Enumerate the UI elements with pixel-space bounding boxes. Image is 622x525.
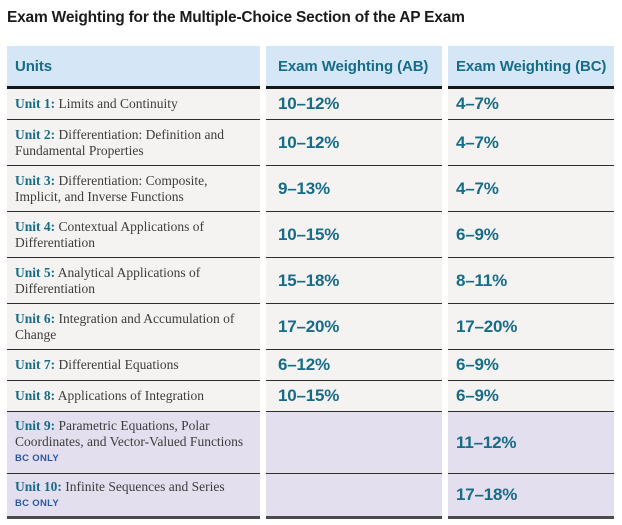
ab-weighting-cell: 10–12%	[266, 89, 442, 120]
bc-weighting-cell: 6–9%	[448, 381, 614, 412]
unit-cell	[7, 350, 260, 381]
unit-cell	[7, 89, 260, 120]
bc-only-badge: BC ONLY	[15, 453, 59, 465]
bc-weighting-cell: 4–7%	[448, 120, 614, 166]
unit-title: Infinite Sequences and Series	[65, 478, 225, 494]
unit-title: Differential Equations	[58, 357, 179, 373]
unit-number: Unit 7:	[15, 357, 56, 373]
unit-cell	[7, 120, 260, 166]
exam-weighting-table	[7, 46, 614, 519]
column-header-units: Units	[7, 46, 260, 89]
unit-number: Unit 5:	[15, 265, 56, 280]
unit-cell	[7, 381, 260, 412]
unit-cell	[7, 166, 260, 212]
column-header-bc-weighting: Exam Weighting (BC)	[448, 46, 614, 89]
ab-weighting-cell	[266, 474, 442, 519]
unit-title: Integration and Accumulation of Change	[15, 311, 235, 342]
ab-weighting-cell	[266, 412, 442, 474]
bc-weighting-cell: 11–12%	[448, 412, 614, 474]
unit-number: Unit 1:	[15, 96, 56, 112]
column-header-ab-weighting: Exam Weighting (AB)	[266, 46, 442, 89]
bc-weighting-cell: 17–20%	[448, 304, 614, 350]
unit-title: Contextual Applications of Differentiation	[15, 219, 204, 250]
unit-number: Unit 4:	[15, 219, 56, 234]
unit-title: Analytical Applications of Differentiation	[15, 265, 201, 296]
unit-number: Unit 6:	[15, 311, 56, 326]
ab-weighting-cell: 15–18%	[266, 258, 442, 304]
unit-number: Unit 8:	[15, 388, 56, 404]
unit-title: Parametric Equations, Polar Coordinates, and Vector-Valued Functions	[15, 418, 244, 449]
bc-weighting-cell: 17–18%	[448, 474, 614, 519]
ab-weighting-cell: 17–20%	[266, 304, 442, 350]
ab-weighting-cell: 10–12%	[266, 120, 442, 166]
page-title: Exam Weighting for the Multiple-Choice Section of the AP Exam	[7, 9, 465, 26]
unit-title: Differentiation: Definition and Fundamental Properties	[15, 127, 224, 158]
unit-title: Applications of Integration	[57, 388, 204, 404]
bc-weighting-cell: 8–11%	[448, 258, 614, 304]
bc-only-badge: BC ONLY	[15, 498, 59, 509]
unit-cell	[7, 474, 260, 519]
unit-cell	[7, 304, 260, 350]
ab-weighting-cell: 9–13%	[266, 166, 442, 212]
bc-weighting-cell: 4–7%	[448, 89, 614, 120]
bc-weighting-cell: 6–9%	[448, 350, 614, 381]
unit-title: Differentiation: Composite, Implicit, and Inverse Functions	[15, 173, 208, 204]
unit-number: Unit 3:	[15, 173, 56, 188]
unit-title: Limits and Continuity	[58, 96, 178, 112]
ab-weighting-cell: 10–15%	[266, 212, 442, 258]
unit-cell	[7, 258, 260, 304]
unit-number: Unit 9:	[15, 418, 56, 434]
unit-number: Unit 2:	[15, 127, 56, 142]
unit-cell	[7, 212, 260, 258]
unit-cell	[7, 412, 260, 474]
bc-weighting-cell: 6–9%	[448, 212, 614, 258]
unit-number: Unit 10:	[15, 478, 62, 494]
ab-weighting-cell: 10–15%	[266, 381, 442, 412]
ab-weighting-cell: 6–12%	[266, 350, 442, 381]
bc-weighting-cell: 4–7%	[448, 166, 614, 212]
